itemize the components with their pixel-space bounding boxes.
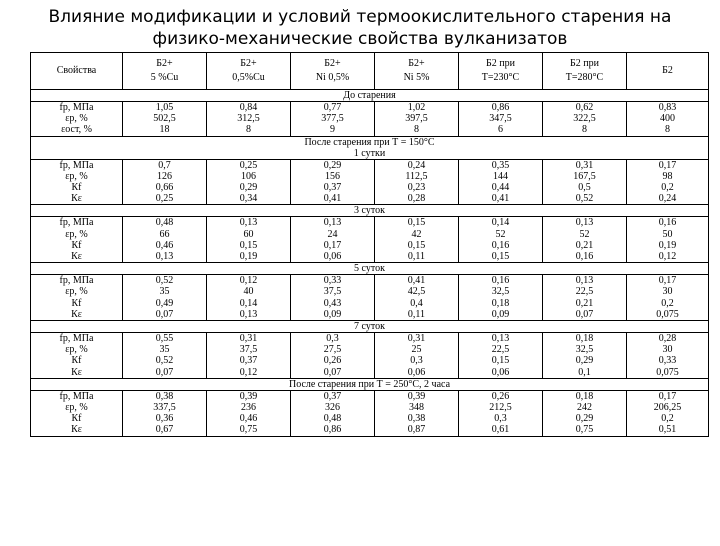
table-cell: 312,5 [207,113,291,124]
table-cell: 0,39 [375,390,459,402]
row-label: fp, МПа [31,159,123,171]
table-cell: 0,52 [123,355,207,366]
table-cell: 0,52 [123,275,207,287]
table-cell: 0,38 [123,390,207,402]
section-title-text: 3 суток [354,205,385,217]
table-row [31,113,709,124]
table-cell: 32,5 [459,286,543,297]
table-row [31,182,709,193]
table-cell: 0,26 [459,390,543,402]
table-row [31,390,709,402]
column-header: Свойства [31,53,123,90]
table-cell: 206,25 [627,402,709,413]
table-cell: 0,4 [375,298,459,309]
table-cell: 0,39 [207,390,291,402]
table-cell: 0,17 [627,275,709,287]
table-cell: 0,13 [543,217,627,229]
table-cell: 0,46 [123,240,207,251]
table-cell: 0,06 [459,367,543,379]
table-cell: 22,5 [459,344,543,355]
table-row [31,275,709,287]
table-cell: 0,18 [459,298,543,309]
table-cell: 144 [459,171,543,182]
table-cell: 0,09 [291,309,375,321]
table-cell: 156 [291,171,375,182]
table-cell: 0,13 [123,251,207,263]
page-title [40,6,680,52]
section-subtitle: 1 сутки [353,147,386,159]
row-label: Кf [31,413,123,424]
table-row [31,367,709,379]
table-cell: 37,5 [291,286,375,297]
table-row [31,171,709,182]
table-cell: 0,41 [459,193,543,205]
table-cell: 0,38 [375,413,459,424]
row-label: Кε [31,251,123,263]
table-cell: 30 [627,286,709,297]
column-header: Б2 при Т=230°С [459,53,543,90]
table-cell: 167,5 [543,171,627,182]
table-cell: 106 [207,171,291,182]
row-label: fp, МПа [31,390,123,402]
column-header: Б2 при Т=280°С [543,53,627,90]
row-label: Кf [31,298,123,309]
section-title [31,90,709,102]
section-title-text: После старения при Т = 150°С [304,136,435,148]
table-cell: 50 [627,229,709,240]
row-label: Кε [31,367,123,379]
row-label: Кf [31,182,123,193]
table-cell: 30 [627,344,709,355]
table-cell: 0,33 [627,355,709,366]
table-cell: 0,66 [123,182,207,193]
row-label: εp, % [31,286,123,297]
table-cell: 0,29 [291,159,375,171]
section-title-text: 7 суток [354,321,385,333]
section-header-row [31,90,709,102]
table-cell: 0,15 [375,240,459,251]
table-cell: 242 [543,402,627,413]
table-cell: 0,86 [291,424,375,436]
table-cell: 60 [207,229,291,240]
table-cell: 0,46 [207,413,291,424]
title-line-1: Влияние модификации и условий термоокислительного старения на [48,7,672,27]
table-cell: 6 [459,124,543,136]
table-cell: 9 [291,124,375,136]
section-header-row [31,378,709,390]
table-row [31,333,709,345]
table-cell: 0,37 [291,182,375,193]
table-cell: 0,16 [543,251,627,263]
table-cell: 0,12 [207,367,291,379]
table-cell: 0,34 [207,193,291,205]
table-cell: 0,67 [123,424,207,436]
table-row [31,251,709,263]
table-cell: 0,17 [627,390,709,402]
table-cell: 0,28 [627,333,709,345]
table-cell: 0,12 [207,275,291,287]
table-cell: 347,5 [459,113,543,124]
table-cell: 0,26 [291,355,375,366]
table-cell: 236 [207,402,291,413]
table-cell: 0,11 [375,309,459,321]
section-title [31,136,709,159]
table-cell: 0,36 [123,413,207,424]
table-cell: 348 [375,402,459,413]
table-cell: 0,1 [543,367,627,379]
table-cell: 0,15 [207,240,291,251]
table-cell: 0,07 [543,309,627,321]
table-cell: 1,05 [123,102,207,114]
column-header: Б2 [627,53,709,90]
table-cell: 0,13 [207,309,291,321]
table-cell: 0,75 [207,424,291,436]
table-cell: 98 [627,171,709,182]
table-cell: 0,07 [123,367,207,379]
table-cell: 0,21 [543,298,627,309]
table-cell: 0,07 [123,309,207,321]
table-cell: 326 [291,402,375,413]
table-cell: 0,13 [207,217,291,229]
table-cell: 27,5 [291,344,375,355]
table-cell: 0,51 [627,424,709,436]
table-cell: 40 [207,286,291,297]
table-cell: 22,5 [543,286,627,297]
table-row [31,102,709,114]
table-cell: 8 [375,124,459,136]
table-cell: 0,17 [291,240,375,251]
table-cell: 0,2 [627,413,709,424]
section-header-row [31,263,709,275]
table-cell: 0,87 [375,424,459,436]
table-cell: 1,02 [375,102,459,114]
table-cell: 0,55 [123,333,207,345]
table-cell: 0,13 [459,333,543,345]
table-row [31,124,709,136]
table-cell: 322,5 [543,113,627,124]
table-cell: 25 [375,344,459,355]
table-cell: 35 [123,344,207,355]
column-header: Б2+ 5 %Cu [123,53,207,90]
section-title-text: До старения [343,90,396,101]
table-cell: 0,21 [543,240,627,251]
table-cell: 0,12 [627,251,709,263]
table-row [31,355,709,366]
table-cell: 0,86 [459,102,543,114]
table-cell: 0,49 [123,298,207,309]
row-label: εp, % [31,229,123,240]
table-cell: 0,13 [543,275,627,287]
table-cell: 0,31 [543,159,627,171]
table-cell: 8 [207,124,291,136]
section-title [31,263,709,275]
table-cell: 0,83 [627,102,709,114]
table-cell: 0,24 [627,193,709,205]
table-cell: 8 [543,124,627,136]
table-row [31,298,709,309]
table-row [31,344,709,355]
table-cell: 0,3 [459,413,543,424]
table-cell: 502,5 [123,113,207,124]
table-cell: 0,41 [291,193,375,205]
table-cell: 0,29 [543,413,627,424]
table-cell: 0,15 [375,217,459,229]
table-cell: 400 [627,113,709,124]
table-cell: 397,5 [375,113,459,124]
table-cell: 0,19 [207,251,291,263]
row-label: fp, МПа [31,217,123,229]
row-label: εост, % [31,124,123,136]
table-cell: 0,16 [627,217,709,229]
table-cell: 42,5 [375,286,459,297]
table-cell: 0,37 [291,390,375,402]
properties-table [30,52,709,437]
table-cell: 0,37 [207,355,291,366]
row-label: εp, % [31,402,123,413]
table-cell: 0,2 [627,182,709,193]
table-cell: 0,16 [459,240,543,251]
table-cell: 0,25 [123,193,207,205]
section-title [31,205,709,217]
table-cell: 35 [123,286,207,297]
table-cell: 0,35 [459,159,543,171]
table-cell: 52 [459,229,543,240]
table-cell: 0,14 [459,217,543,229]
table-cell: 0,15 [459,251,543,263]
row-label: fp, МПа [31,275,123,287]
section-title-text: После старения при Т = 250°С, 2 часа [288,378,451,390]
table-cell: 0,18 [543,390,627,402]
table-cell: 0,7 [123,159,207,171]
row-label: Кε [31,309,123,321]
table-header-row [31,53,709,90]
table-cell: 0,24 [375,159,459,171]
table-cell: 0,28 [375,193,459,205]
table-cell: 0,15 [459,355,543,366]
table-cell: 0,075 [627,367,709,379]
row-label: εp, % [31,344,123,355]
table-cell: 0,075 [627,309,709,321]
section-header-row [31,321,709,333]
row-label: Кf [31,355,123,366]
table-cell: 0,29 [543,355,627,366]
table-row [31,309,709,321]
table-cell: 42 [375,229,459,240]
table-cell: 0,06 [291,251,375,263]
section-header-row [31,205,709,217]
row-label: fp, МПа [31,102,123,114]
table-cell: 337,5 [123,402,207,413]
table-cell: 0,75 [543,424,627,436]
table-cell: 377,5 [291,113,375,124]
table-cell: 0,5 [543,182,627,193]
table-cell: 0,43 [291,298,375,309]
table-cell: 0,3 [375,355,459,366]
row-label: εp, % [31,113,123,124]
section-title-text: 5 суток [354,263,385,275]
table-row [31,286,709,297]
table-cell: 126 [123,171,207,182]
table-cell: 0,62 [543,102,627,114]
table-row [31,159,709,171]
table-cell: 0,44 [459,182,543,193]
table-cell: 0,11 [375,251,459,263]
table-cell: 0,19 [627,240,709,251]
table-cell: 0,52 [543,193,627,205]
table-cell: 0,23 [375,182,459,193]
section-header-row [31,136,709,159]
table-row [31,413,709,424]
table-row [31,402,709,413]
table-cell: 0,09 [459,309,543,321]
table-cell: 0,31 [207,333,291,345]
table-cell: 0,18 [543,333,627,345]
table-cell: 0,48 [291,413,375,424]
table-cell: 0,13 [291,217,375,229]
table-cell: 0,31 [375,333,459,345]
row-label: Кε [31,193,123,205]
table-cell: 0,14 [207,298,291,309]
column-header: Б2+ 0,5%Cu [207,53,291,90]
table-cell: 0,17 [627,159,709,171]
table-cell: 24 [291,229,375,240]
row-label: εp, % [31,171,123,182]
table-cell: 0,33 [291,275,375,287]
column-header: Б2+ Ni 5% [375,53,459,90]
column-header: Б2+ Ni 0,5% [291,53,375,90]
row-label: fp, МПа [31,333,123,345]
table-cell: 0,3 [291,333,375,345]
table-cell: 32,5 [543,344,627,355]
table-cell: 112,5 [375,171,459,182]
table-cell: 66 [123,229,207,240]
table-cell: 0,41 [375,275,459,287]
table-cell: 212,5 [459,402,543,413]
table-row [31,193,709,205]
section-title [31,321,709,333]
table-cell: 0,16 [459,275,543,287]
table-cell: 0,07 [291,367,375,379]
table-cell: 18 [123,124,207,136]
table-cell: 0,29 [207,182,291,193]
table-cell: 0,25 [207,159,291,171]
table-cell: 0,77 [291,102,375,114]
table-row [31,217,709,229]
table-cell: 52 [543,229,627,240]
table-row [31,240,709,251]
table-row [31,229,709,240]
table-cell: 37,5 [207,344,291,355]
row-label: Кε [31,424,123,436]
title-line-2: физико-механические свойства вулканизатов [152,29,568,49]
table-cell: 0,2 [627,298,709,309]
row-label: Кf [31,240,123,251]
table-row [31,424,709,436]
section-title [31,378,709,390]
table-cell: 0,61 [459,424,543,436]
table-cell: 0,06 [375,367,459,379]
table-cell: 0,48 [123,217,207,229]
table-cell: 0,84 [207,102,291,114]
table-cell: 8 [627,124,709,136]
